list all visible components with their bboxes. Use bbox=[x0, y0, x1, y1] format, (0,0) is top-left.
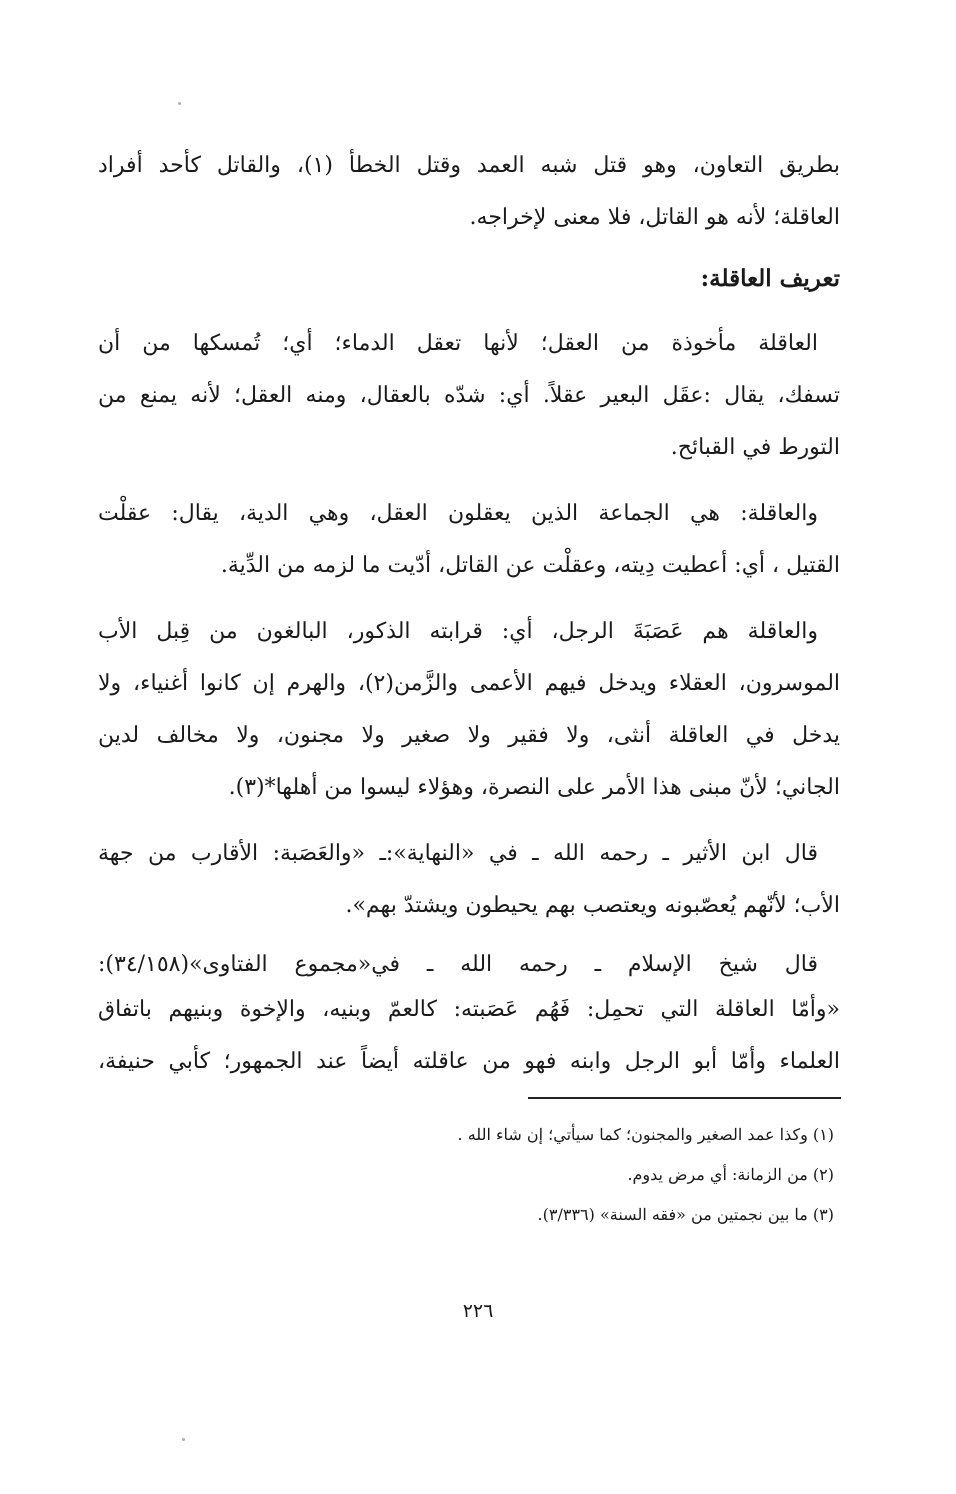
text-line: العلماء وأمّا أبو الرجل وابنه فهو من عاقلته أيضاً عند الجمهور؛ كأبي حنيفة، bbox=[98, 1049, 840, 1074]
footnote-divider bbox=[528, 1097, 841, 1099]
footnote-3: (٣) ما بين نجمتين من «فقه السنة» (٣/٣٣٦). bbox=[537, 1205, 834, 1224]
footnote-2: (٢) من الزمانة: أي مرض يدوم. bbox=[627, 1165, 834, 1184]
text-line: تسفك، يقال :عقَل البعير عقلاً. أي: شدّه بالعقال، ومنه العقل؛ لأنه يمنع من bbox=[98, 383, 840, 408]
footnote-1: (١) وكذا عمد الصغير والمجنون؛ كما سيأتي؛ إن شاء الله . bbox=[457, 1125, 834, 1144]
paragraph-sheikh-islam bbox=[98, 946, 840, 1088]
text-line: العاقلة؛ لأنه هو القاتل، فلا معنى لإخراجه. bbox=[469, 205, 840, 230]
text-line: الموسرون، العقلاء ويدخل فيهم الأعمى والزَّمن(٢)، والهرم إن كانوا أغنياء، ولا bbox=[98, 671, 840, 696]
text-line: العاقلة مأخوذة من العقل؛ لأنها تعقل الدماء؛ أي؛ تُمسكها من أن bbox=[98, 331, 818, 356]
intro-paragraph bbox=[98, 140, 840, 244]
text-line: بطريق التعاون، وهو قتل شبه العمد وقتل الخطأ (١)، والقاتل كأحد أفراد bbox=[98, 153, 840, 178]
text-line: القتيل ، أي: أعطيت دِيته، وعقلْت عن القاتل، أدّيت ما لزمه من الدِّية. bbox=[220, 553, 840, 578]
scan-speck bbox=[182, 1438, 185, 1441]
text-line: قال ابن الأثير ـ رحمه الله ـ في «النهاية»:ـ «والعَصَبة: الأقارب من جهة bbox=[98, 841, 818, 866]
text-line: قال شيخ الإسلام ـ رحمه الله ـ في«مجموع الفتاوى»(٣٤/١٥٨): bbox=[98, 952, 818, 977]
paragraph-definition bbox=[98, 318, 840, 474]
scan-speck bbox=[178, 102, 181, 105]
text-line: التورط في القبائح. bbox=[670, 435, 840, 460]
paragraph-asaba bbox=[98, 606, 840, 814]
text-line: الأب؛ لأنّهم يُعصّبونه ويعتصب بهم يحيطون ويشتدّ بهم». bbox=[345, 893, 840, 918]
text-line: يدخل في العاقلة أنثى، ولا فقير ولا صغير ولا مجنون، ولا مخالف لدين bbox=[98, 723, 840, 748]
text-line: والعاقلة هم عَصَبَةَ الرجل، أي: قرابته الذكور، البالغون من قِبل الأب bbox=[98, 619, 819, 644]
text-line: والعاقلة: هي الجماعة الذين يعقلون العقل، وهي الدية، يقال: عقلْت bbox=[98, 501, 818, 526]
paragraph-ibn-athir bbox=[98, 828, 840, 932]
footnotes bbox=[98, 1115, 840, 1235]
main-text bbox=[98, 140, 840, 1088]
page-number: ٢٢٦ bbox=[462, 1300, 494, 1322]
section-heading: تعريف العاقلة: bbox=[700, 265, 840, 292]
paragraph-diya bbox=[98, 488, 840, 592]
text-line: الجاني؛ لأنّ مبنى هذا الأمر على النصرة، وهؤلاء ليسوا من أهلها*(٣). bbox=[228, 775, 840, 800]
text-line: «وأمّا العاقلة التي تحمِل: فَهُم عَصَبته: كالعمّ وبنيه، والإخوة وبنيهم باتفاق bbox=[98, 997, 840, 1022]
